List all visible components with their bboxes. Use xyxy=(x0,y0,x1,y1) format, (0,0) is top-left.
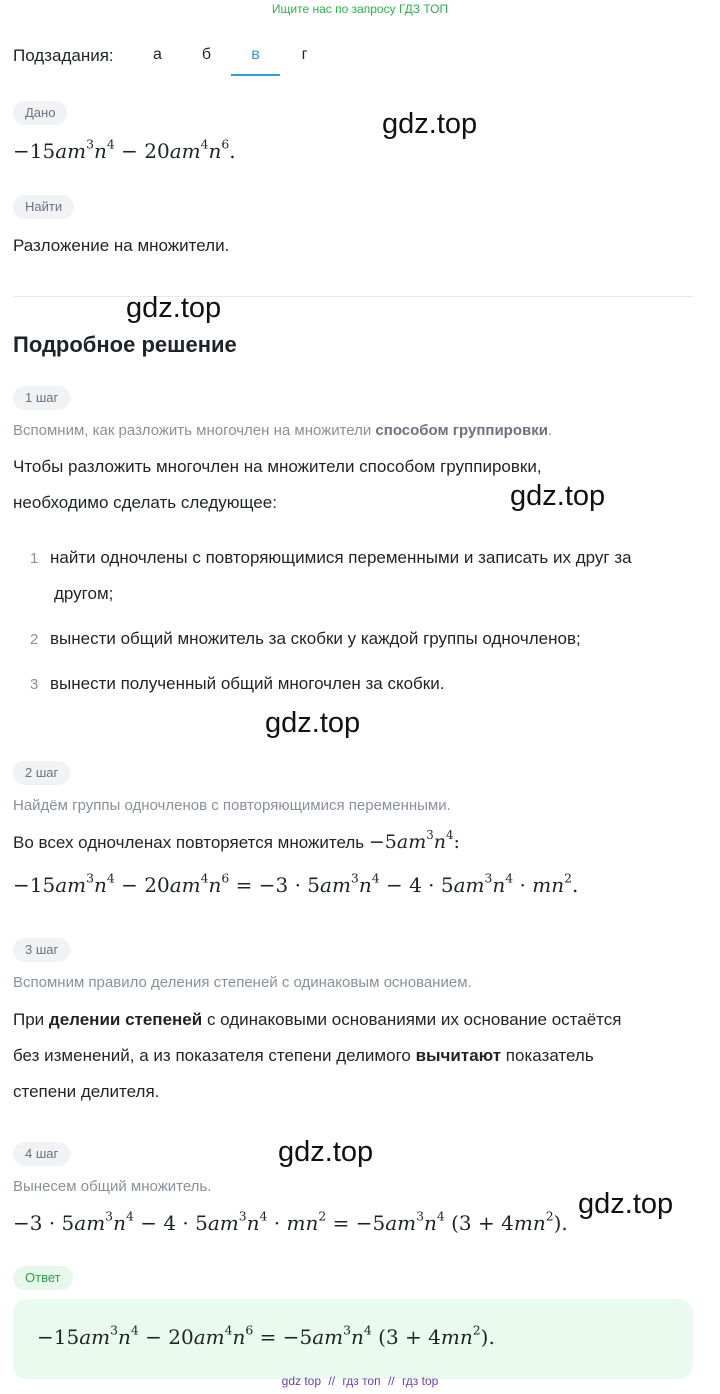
watermark: gdz.top xyxy=(382,108,478,140)
list-item: 2 вынести общий множитель за скобки у каждой группы одночленов; xyxy=(30,629,581,648)
step1-text-line1: Чтобы разложить многочлен на множители способом группировки, xyxy=(13,457,542,476)
subtask-tabs xyxy=(133,38,329,76)
subtasks-bar xyxy=(13,38,693,76)
bottom-link[interactable]: гдз top xyxy=(401,1374,439,1388)
step3-hint: Вспомним правило деления степеней с одинаковым основанием. xyxy=(13,974,472,991)
answer-box xyxy=(13,1299,693,1379)
step4-equation: $-3 \cdot 5am^3n^4 - 4 \cdot 5am^3n^4 \cdot mn^2 = -5am^3n^4$ $(3 + 4mn^2)$. xyxy=(13,1208,568,1235)
bottom-separator: // xyxy=(328,1374,336,1388)
watermark: gdz.top xyxy=(265,707,361,739)
list-item: 1 найти одночлены с повторяющимися переменными и записать их друг за xyxy=(30,548,632,567)
list-item: 3 вынести полученный общий многочлен за скобки. xyxy=(30,674,445,693)
watermark: gdz.top xyxy=(126,292,222,324)
step3-chip: 3 шаг xyxy=(13,938,70,962)
step2-hint: Найдём группы одночленов с повторяющимися переменными. xyxy=(13,797,451,814)
step2-equation: $-15am^3n^4 - 20am^4n^6 = -3 \cdot 5am^3n^4 - 4 \cdot 5am^3n^4 \cdot mn^2$. xyxy=(13,870,579,897)
find-text: Разложение на множители. xyxy=(13,236,230,255)
watermark: gdz.top xyxy=(278,1136,374,1168)
step3-text-line2: без изменений, а из показателя степени делимого вычитают показатель xyxy=(13,1046,594,1065)
step1-text-line2: необходимо сделать следующее: xyxy=(13,493,277,512)
solution-title: Подробное решение xyxy=(13,332,237,357)
step1-chip: 1 шаг xyxy=(13,386,70,410)
subtasks-label: Подзадания: xyxy=(13,46,114,65)
given-expression: $-15am^3n^4 - 20am^4n^6$. xyxy=(13,136,236,163)
step1-hint: Вспомним, как разложить многочлен на множители способом группировки. xyxy=(13,422,553,439)
given-chip: Дано xyxy=(13,101,67,125)
answer-equation: $-15am^3n^4 - 20am^4n^6 = -5am^3n^4$ $(3 + 4mn^2)$. xyxy=(37,1322,495,1349)
divider xyxy=(13,296,693,297)
top-search-link[interactable]: Ищите нас по запросу ГДЗ ТОП xyxy=(271,2,449,16)
tab-a[interactable]: а xyxy=(153,46,162,63)
bottom-link[interactable]: гдз топ xyxy=(342,1374,381,1388)
step2-text: Во всех одночленах повторяется множитель $-5am^3n^4$: xyxy=(13,828,460,853)
tab-v[interactable]: в xyxy=(231,38,280,76)
watermark: gdz.top xyxy=(510,480,606,512)
step4-hint: Вынесем общий множитель. xyxy=(13,1178,212,1195)
watermark: gdz.top xyxy=(578,1188,674,1220)
tab-g[interactable]: г xyxy=(301,46,308,63)
step3-text-line3: степени делителя. xyxy=(13,1082,160,1101)
step2-chip: 2 шаг xyxy=(13,761,70,785)
answer-chip: Ответ xyxy=(13,1266,73,1290)
find-chip: Найти xyxy=(13,195,74,219)
bottom-separator: // xyxy=(387,1374,395,1388)
tab-b[interactable]: б xyxy=(201,46,212,63)
step3-text-line1: При делении степеней с одинаковыми основаниями их основание остаётся xyxy=(13,1010,622,1029)
bottom-links xyxy=(0,1374,720,1388)
list-item-continuation: другом; xyxy=(54,584,114,603)
bottom-link[interactable]: gdz top xyxy=(281,1374,322,1388)
step4-chip: 4 шаг xyxy=(13,1142,70,1166)
